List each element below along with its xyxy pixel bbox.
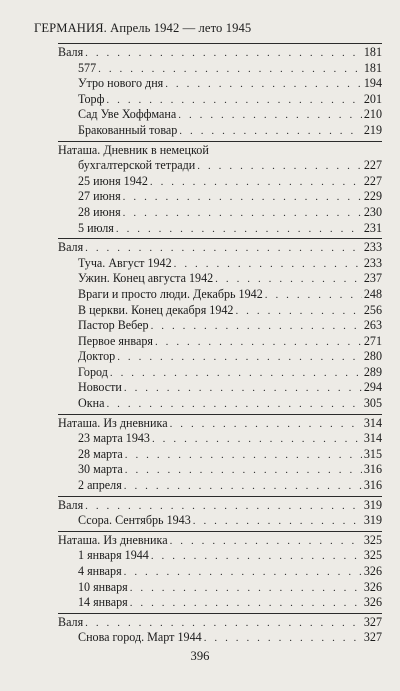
toc-entry[interactable] <box>58 318 382 334</box>
toc-entry[interactable] <box>58 431 382 447</box>
toc-heading-page: 233 <box>363 240 382 255</box>
toc-leader-dots <box>215 272 362 288</box>
toc-leader-dots <box>106 93 361 109</box>
toc-entry-title: 14 января <box>78 595 128 610</box>
toc-leader-dots <box>150 175 362 191</box>
toc-entry-page: 289 <box>363 364 382 379</box>
toc-leader-dots <box>98 62 362 78</box>
toc-entry[interactable] <box>58 61 382 77</box>
toc-entry-title: Утро нового дня <box>78 76 164 91</box>
toc-entry[interactable] <box>58 76 382 92</box>
toc-entry[interactable] <box>58 107 382 123</box>
toc-entry-title: Новости <box>78 380 122 395</box>
toc-heading-last-line <box>58 158 382 174</box>
toc-entry[interactable] <box>58 462 382 478</box>
toc-entry-page: 194 <box>363 76 382 91</box>
toc-entry[interactable] <box>58 174 382 190</box>
toc-section <box>58 613 382 646</box>
toc-entry-title: 2 апреля <box>78 478 122 493</box>
toc-entry-page: 219 <box>363 122 382 137</box>
toc-entry-title: Снова город. Март 1944 <box>78 630 202 645</box>
toc-leader-dots <box>151 319 362 335</box>
toc-entry-page: 327 <box>363 630 382 645</box>
toc-entry-title: 10 января <box>78 579 128 594</box>
toc-heading-title: Наташа. Из дневника <box>58 415 168 430</box>
toc-entry[interactable] <box>58 595 382 611</box>
toc-leader-dots <box>85 499 362 515</box>
toc-entry-page: 305 <box>363 396 382 411</box>
toc-entry[interactable] <box>58 256 382 272</box>
toc-heading-title: Наташа. Из дневника <box>58 532 168 547</box>
toc-heading-title: Валя <box>58 497 84 512</box>
toc-entry-page: 326 <box>363 579 382 594</box>
toc-heading-page: 314 <box>363 415 382 430</box>
toc-section-heading[interactable] <box>58 498 382 514</box>
toc-entry-page: 319 <box>363 513 382 528</box>
toc-entry-page: 325 <box>363 548 382 563</box>
toc-entry[interactable] <box>58 478 382 494</box>
toc-entry-page: 316 <box>363 478 382 493</box>
toc-heading-line: Наташа. Дневник в немецкой <box>58 142 209 157</box>
toc-heading-page: 327 <box>363 614 382 629</box>
toc-leader-dots <box>155 335 362 351</box>
toc-entry[interactable] <box>58 365 382 381</box>
toc-leader-dots <box>197 159 362 175</box>
toc-leader-dots <box>124 565 362 581</box>
page-number: 396 <box>190 649 210 663</box>
table-of-contents <box>58 43 382 648</box>
toc-leader-dots <box>123 206 362 222</box>
toc-entry[interactable] <box>58 580 382 596</box>
toc-leader-dots <box>130 596 362 612</box>
toc-heading-line: бухгалтерской тетради <box>78 158 196 173</box>
toc-entry-page: 294 <box>363 380 382 395</box>
toc-entry-page: 230 <box>363 204 382 219</box>
toc-entry[interactable] <box>58 221 382 237</box>
toc-entry-page: 233 <box>363 255 382 270</box>
toc-leader-dots <box>178 108 362 124</box>
toc-entry-page: 316 <box>363 462 382 477</box>
toc-leader-dots <box>130 581 362 597</box>
toc-entry-title: 1 января 1944 <box>78 548 149 563</box>
toc-section <box>58 414 382 494</box>
toc-leader-dots <box>235 304 361 320</box>
toc-leader-dots <box>179 124 362 140</box>
toc-entry[interactable] <box>58 349 382 365</box>
toc-section <box>58 43 382 139</box>
toc-entry-page: 280 <box>363 349 382 364</box>
toc-entry[interactable] <box>58 564 382 580</box>
toc-entry[interactable] <box>58 513 382 529</box>
toc-leader-dots <box>124 479 362 495</box>
toc-entry-title: Торф <box>78 91 105 106</box>
toc-entry-page: 314 <box>363 431 382 446</box>
toc-section <box>58 141 382 237</box>
toc-entry-page: 256 <box>363 302 382 317</box>
toc-entry[interactable] <box>58 334 382 350</box>
toc-leader-dots <box>117 350 362 366</box>
toc-entry-page: 263 <box>363 318 382 333</box>
toc-heading-page: 319 <box>363 497 382 512</box>
toc-entry-page: 326 <box>363 564 382 578</box>
toc-section <box>58 531 382 611</box>
toc-heading-page: 227 <box>363 158 382 173</box>
toc-section-heading[interactable] <box>58 615 382 631</box>
toc-entry[interactable] <box>58 123 382 139</box>
toc-entry-title: Сад Уве Хоффмана <box>78 107 177 122</box>
toc-leader-dots <box>123 190 362 206</box>
toc-entry[interactable] <box>58 548 382 564</box>
toc-entry[interactable] <box>58 189 382 205</box>
toc-entry-title: 577 <box>78 60 97 75</box>
toc-leader-dots <box>85 241 362 257</box>
toc-entry-title: Город <box>78 364 108 379</box>
toc-entry-page: 227 <box>363 173 382 188</box>
toc-heading-page: 181 <box>363 45 382 59</box>
toc-section-heading[interactable] <box>58 533 382 549</box>
toc-section <box>58 238 382 412</box>
toc-entry-page: 315 <box>363 446 382 461</box>
toc-entry-title: Бракованный товар <box>78 122 178 137</box>
toc-entry[interactable] <box>58 205 382 221</box>
toc-entry-title: 27 июня <box>78 189 121 204</box>
toc-entry-title: 4 января <box>78 564 122 578</box>
toc-entry[interactable] <box>58 630 382 646</box>
toc-entry[interactable] <box>58 271 382 287</box>
toc-heading-title: Валя <box>58 45 84 59</box>
toc-entry-title: 23 марта 1943 <box>78 431 150 446</box>
toc-entry-title: Окна <box>78 396 105 411</box>
toc-entry-page: 210 <box>363 107 382 122</box>
toc-entry-title: 28 июня <box>78 204 121 219</box>
toc-entry-title: Доктор <box>78 349 116 364</box>
toc-entry-title: Туча. Август 1942 <box>78 255 172 270</box>
toc-section-heading[interactable] <box>58 416 382 432</box>
toc-section-heading[interactable] <box>58 143 382 174</box>
toc-leader-dots <box>204 631 362 647</box>
toc-leader-dots <box>85 46 362 62</box>
part-title: ГЕРМАНИЯ. Апрель 1942 — лето 1945 <box>34 21 252 35</box>
toc-heading-title: Валя <box>58 614 84 629</box>
toc-leader-dots <box>193 514 362 530</box>
toc-leader-dots <box>106 397 361 413</box>
toc-entry-page: 271 <box>363 333 382 348</box>
toc-entry-title: Враги и просто люди. Декабрь 1942 <box>78 286 263 301</box>
toc-heading-title: Валя <box>58 240 84 255</box>
toc-leader-dots <box>151 549 362 565</box>
toc-leader-dots <box>124 381 362 397</box>
toc-entry[interactable] <box>58 287 382 303</box>
toc-leader-dots <box>125 448 362 464</box>
toc-entry[interactable] <box>58 396 382 412</box>
toc-leader-dots <box>125 463 362 479</box>
toc-entry-title: Ужин. Конец августа 1942 <box>78 271 214 286</box>
toc-entry-page: 248 <box>363 286 382 301</box>
toc-leader-dots <box>85 616 362 632</box>
toc-entry-title: 30 марта <box>78 462 123 477</box>
toc-heading-page: 325 <box>363 532 382 547</box>
toc-entry-title: 25 июня 1942 <box>78 173 148 188</box>
toc-section <box>58 496 382 529</box>
toc-entry-title: Пастор Вебер <box>78 318 149 333</box>
toc-entry-page: 181 <box>363 60 382 75</box>
toc-entry-page: 201 <box>363 91 382 106</box>
toc-entry-page: 237 <box>363 271 382 286</box>
toc-entry-title: Ссора. Сентябрь 1943 <box>78 513 191 528</box>
toc-leader-dots <box>152 432 362 448</box>
toc-entry[interactable] <box>58 303 382 319</box>
toc-entry-page: 326 <box>363 595 382 610</box>
toc-entry-title: 28 марта <box>78 446 123 461</box>
toc-leader-dots <box>170 417 362 433</box>
toc-leader-dots <box>174 257 362 273</box>
toc-leader-dots <box>265 288 362 304</box>
toc-entry-page: 231 <box>363 220 382 235</box>
toc-leader-dots <box>116 222 362 238</box>
toc-leader-dots <box>170 534 362 550</box>
toc-entry[interactable] <box>58 92 382 108</box>
toc-entry-title: В церкви. Конец декабря 1942 <box>78 302 234 317</box>
toc-entry-title: Первое января <box>78 333 153 348</box>
toc-leader-dots <box>165 77 362 93</box>
toc-section-heading[interactable] <box>58 240 382 256</box>
toc-section-heading[interactable] <box>58 45 382 61</box>
toc-entry-title: 5 июля <box>78 220 114 235</box>
toc-entry-page: 229 <box>363 189 382 204</box>
toc-entry[interactable] <box>58 380 382 396</box>
toc-leader-dots <box>110 366 362 382</box>
toc-entry[interactable] <box>58 447 382 463</box>
